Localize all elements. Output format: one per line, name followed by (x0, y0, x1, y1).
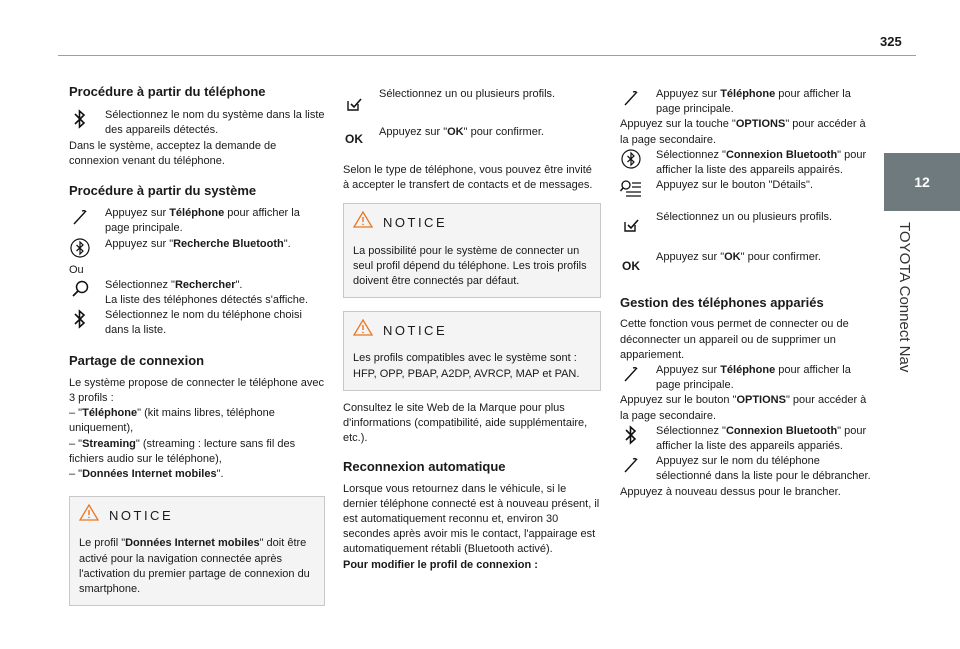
text-or: Ou (69, 263, 84, 276)
notice-label: NOTICE (383, 214, 448, 230)
heading-manage-phones: Gestion des téléphones appariés (620, 295, 824, 311)
step-select-phone: Sélectionnez le nom du téléphone choisi dans la liste. (69, 308, 325, 338)
notice-box (69, 496, 325, 606)
notice-text: Les profils compatibles avec le système sont : HFP, OPP, PBAP, A2DP, AVRCP, MAP et PAN. (353, 352, 580, 380)
notice-label: NOTICE (383, 322, 448, 338)
para-options-key: Appuyez sur la touche "OPTIONS" pour accéder à la page secondaire. (620, 118, 866, 146)
side-title-text: TOYOTA Connect Nav (896, 222, 913, 373)
notice-text: Le profil "Données Internet mobiles" doit être activé pour la navigation connectée après l'activation du premier partage de connexion du smartphone. (79, 537, 310, 596)
step-select-system: Sélectionnez le nom du système dans la liste des appareils détectés. (69, 108, 325, 138)
step-bluetooth-search: Appuyez sur "Recherche Bluetooth". (69, 237, 325, 259)
para-manage-intro: Cette fonction vous permet de connecter ou de déconnecter un appareil ou de supprimer un appariement. (620, 318, 849, 361)
ok-icon: OK (622, 258, 640, 273)
notice-header (79, 504, 315, 526)
touch-icon (620, 87, 642, 109)
bluetooth-icon (69, 308, 91, 330)
notice-label: NOTICE (109, 507, 174, 523)
step-ok-confirm: OK Appuyez sur "OK" pour confirmer. (343, 125, 601, 151)
chapter-tab[interactable]: 12 (884, 153, 960, 211)
para-accept-request: Dans le système, acceptez la demande de connexion venant du téléphone. (69, 139, 277, 167)
list-item: – "Téléphone" (kit mains libres, téléphone uniquement), (69, 407, 275, 435)
notice-box (343, 311, 601, 391)
warning-icon (353, 319, 373, 341)
notice-box (343, 203, 601, 298)
bluetooth-search-icon (69, 237, 91, 259)
heading-system-procedure: Procédure à partir du système (69, 183, 257, 199)
para-reconnect-tap: Appuyez à nouveau dessus pour le brancher. (620, 485, 841, 498)
para-modify-profile: Pour modifier le profil de connexion : (343, 558, 538, 571)
column-2 (343, 80, 601, 573)
checkbox-icon (620, 214, 642, 236)
step-details: Appuyez sur le bouton "Détails". (620, 178, 876, 200)
search-icon (69, 278, 91, 300)
bluetooth-icon (69, 108, 91, 130)
heading-phone-procedure: Procédure à partir du téléphone (69, 84, 266, 99)
page-number: 325 (880, 34, 902, 49)
list-item: – "Streaming" (streaming : lecture sans fil des fichiers audio sur le téléphone), (69, 437, 296, 465)
column-3 (620, 80, 876, 500)
warning-icon (353, 211, 373, 233)
para-share-intro: Le système propose de connecter le téléphone avec 3 profils : (69, 376, 324, 405)
bluetooth-icon (620, 424, 642, 446)
para-options-button: Appuyez sur le bouton "OPTIONS" pour accéder à la page secondaire. (620, 394, 867, 422)
notice-header (353, 211, 591, 233)
column-1 (69, 80, 325, 606)
bluetooth-search-icon (620, 148, 642, 170)
notice-header (353, 319, 591, 341)
para-reconnect: Lorsque vous retournez dans le véhicule, si le dernier téléphone connecté est à nouveau présent, il est automatiquement reconnu et, environ 30 secondes après avoir mis le contact, l'appairage est automatiquement rétabli (Bluetooth activé). (343, 482, 600, 556)
touch-icon (69, 206, 91, 228)
touch-icon (620, 454, 642, 476)
heading-auto-reconnect: Reconnexion automatique (343, 459, 506, 475)
side-title (896, 222, 916, 482)
step-search: Sélectionnez "Rechercher". La liste des téléphones détectés s'affiche. (69, 278, 325, 308)
step-bluetooth-connection: Sélectionnez "Connexion Bluetooth" pour afficher la liste des appareils appairés. (620, 148, 876, 178)
touch-icon (620, 363, 642, 385)
step-press-phone: Appuyez sur Téléphone pour afficher la page principale. (620, 363, 876, 393)
ok-icon: OK (345, 132, 363, 147)
heading-connection-sharing: Partage de connexion (69, 352, 205, 368)
step-select-profiles: Sélectionnez un ou plusieurs profils. (620, 210, 876, 236)
checkbox-icon (343, 93, 365, 115)
step-select-profiles: Sélectionnez un ou plusieurs profils. (343, 87, 601, 115)
step-press-phone: Appuyez sur Téléphone pour afficher la page principale. (620, 87, 876, 117)
para-brand-site: Consultez le site Web de la Marque pour plus d'informations (compatibilité, aide supplémentaire, etc.). (343, 401, 588, 445)
step-bluetooth-connection: Sélectionnez "Connexion Bluetooth" pour afficher la liste des appareils appariés. (620, 424, 876, 454)
step-ok-confirm: OK Appuyez sur "OK" pour confirmer. (620, 250, 876, 277)
warning-icon (79, 504, 99, 526)
step-disconnect: Appuyez sur le nom du téléphone sélectionné dans la liste pour le débrancher. (620, 454, 876, 484)
para-transfer: Selon le type de téléphone, vous pouvez être invité à accepter le transfert de contacts et de messages. (343, 164, 593, 192)
search-list-icon (620, 178, 642, 200)
notice-text: La possibilité pour le système de connecter un seul profil dépend du téléphone. Les trois profils doivent être connectés par défaut. (353, 244, 587, 288)
step-press-phone: Appuyez sur Téléphone pour afficher la page principale. (69, 206, 325, 236)
list-item: – "Données Internet mobiles". (69, 468, 224, 481)
header-divider (58, 55, 916, 56)
